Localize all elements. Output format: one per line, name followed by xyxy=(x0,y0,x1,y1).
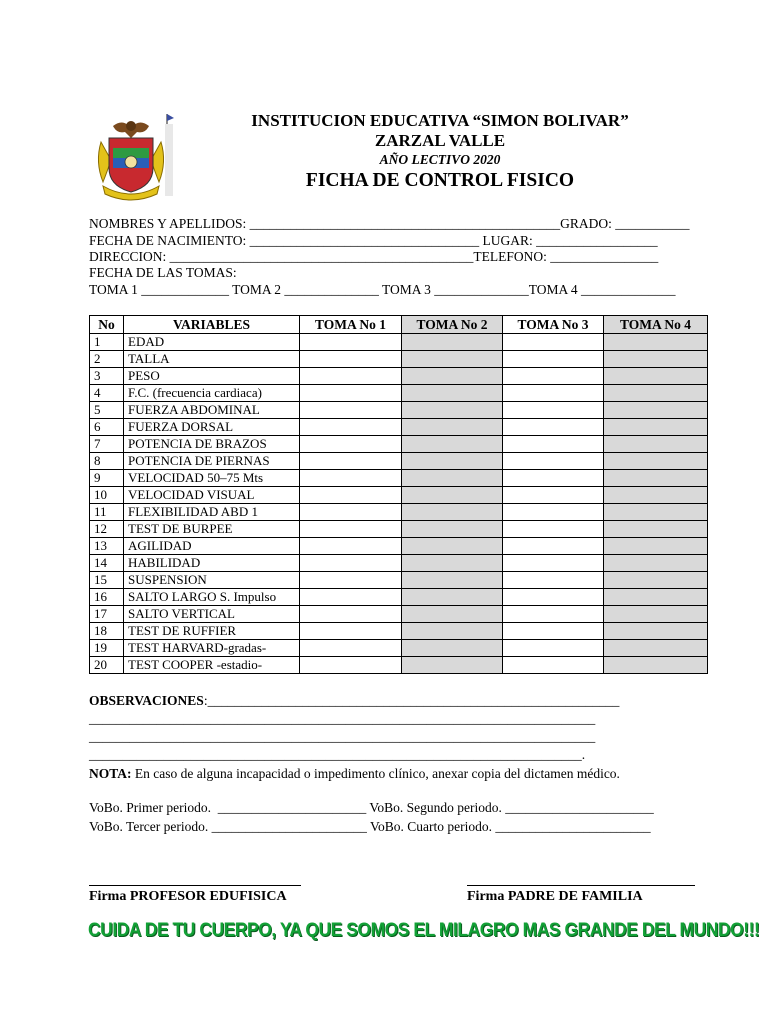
toma-1-cell[interactable] xyxy=(300,470,402,487)
row-number: 2 xyxy=(90,351,124,368)
firma-padre-label: Firma PADRE DE FAMILIA xyxy=(467,889,643,904)
institution-name: INSTITUCION EDUCATIVA “SIMON BOLIVAR” xyxy=(251,111,629,130)
vobo-line-2[interactable]: VoBo. Tercer periodo. _______________________ VoBo. Cuarto periodo. _______________________ xyxy=(89,819,651,834)
variable-name: SALTO VERTICAL xyxy=(124,606,300,623)
page-title: FICHA DE CONTROL FISICO xyxy=(305,170,575,191)
row-number: 14 xyxy=(90,555,124,572)
toma-2-cell[interactable] xyxy=(402,334,503,351)
toma-2-cell[interactable] xyxy=(402,385,503,402)
toma-2-cell[interactable] xyxy=(402,521,503,538)
variable-name: SUSPENSION xyxy=(124,572,300,589)
nota-row xyxy=(89,766,620,782)
firma-profesor-label: Firma PROFESOR EDUFISICA xyxy=(89,889,287,904)
observaciones-label: OBSERVACIONES xyxy=(89,693,204,708)
toma-1-cell[interactable] xyxy=(300,606,402,623)
toma-4-cell[interactable] xyxy=(604,385,708,402)
toma-1-cell[interactable] xyxy=(300,504,402,521)
variable-name: POTENCIA DE BRAZOS xyxy=(124,436,300,453)
toma-1-cell[interactable] xyxy=(300,657,402,674)
toma-4-cell[interactable] xyxy=(604,453,708,470)
toma-3-cell[interactable] xyxy=(503,657,604,674)
toma-3-cell[interactable] xyxy=(503,640,604,657)
table-row xyxy=(90,436,708,453)
toma-2-cell[interactable] xyxy=(402,504,503,521)
toma-3-cell[interactable] xyxy=(503,470,604,487)
toma-3-cell[interactable] xyxy=(503,606,604,623)
row-number: 1 xyxy=(90,334,124,351)
toma-4-cell[interactable] xyxy=(604,572,708,589)
field-direccion-telefono[interactable]: DIRECCION: _____________________________________________TELEFONO: ________________ xyxy=(89,249,659,264)
variable-name: F.C. (frecuencia cardiaca) xyxy=(124,385,300,402)
field-nombres-grado[interactable]: NOMBRES Y APELLIDOS: ______________________________________________GRADO: ___________ xyxy=(89,216,690,231)
toma-1-cell[interactable] xyxy=(300,521,402,538)
toma-1-cell[interactable] xyxy=(300,385,402,402)
toma-2-cell[interactable] xyxy=(402,453,503,470)
toma-3-cell[interactable] xyxy=(503,351,604,368)
toma-3-cell[interactable] xyxy=(503,504,604,521)
header-toma-3: TOMA No 3 xyxy=(503,316,604,334)
toma-4-cell[interactable] xyxy=(604,368,708,385)
table-row xyxy=(90,334,708,351)
table-row xyxy=(90,623,708,640)
toma-4-cell[interactable] xyxy=(604,521,708,538)
table-row xyxy=(90,538,708,555)
table-row xyxy=(90,385,708,402)
toma-1-cell[interactable] xyxy=(300,436,402,453)
school-year: AÑO LECTIVO 2020 xyxy=(379,152,501,167)
signature-line-padre[interactable] xyxy=(467,885,695,886)
row-number: 12 xyxy=(90,521,124,538)
toma-3-cell[interactable] xyxy=(503,538,604,555)
toma-3-cell[interactable] xyxy=(503,487,604,504)
toma-4-cell[interactable] xyxy=(604,334,708,351)
vobo-line-1[interactable]: VoBo. Primer periodo. ______________________ VoBo. Segundo periodo. ______________________ xyxy=(89,800,654,815)
city-name: ZARZAL VALLE xyxy=(374,131,506,150)
variable-name: VELOCIDAD 50–75 Mts xyxy=(124,470,300,487)
toma-4-cell[interactable] xyxy=(604,538,708,555)
variable-name: TEST HARVARD-gradas- xyxy=(124,640,300,657)
table-row xyxy=(90,453,708,470)
row-number: 8 xyxy=(90,453,124,470)
toma-2-cell[interactable] xyxy=(402,368,503,385)
toma-4-cell[interactable] xyxy=(604,402,708,419)
field-nacimiento-lugar[interactable]: FECHA DE NACIMIENTO: __________________________________ LUGAR: __________________ xyxy=(89,233,658,248)
table-header-row xyxy=(90,316,708,334)
variable-name: FUERZA ABDOMINAL xyxy=(124,402,300,419)
toma-3-cell[interactable] xyxy=(503,521,604,538)
toma-2-cell[interactable] xyxy=(402,487,503,504)
toma-4-cell[interactable] xyxy=(604,555,708,572)
toma-2-cell[interactable] xyxy=(402,402,503,419)
observaciones-line-3[interactable]: ___________________________________________________________________________ xyxy=(89,729,596,744)
table-row xyxy=(90,521,708,538)
toma-4-cell[interactable] xyxy=(604,606,708,623)
toma-3-cell[interactable] xyxy=(503,589,604,606)
table-row xyxy=(90,470,708,487)
toma-2-cell[interactable] xyxy=(402,555,503,572)
observaciones-line-2[interactable]: ___________________________________________________________________________ xyxy=(89,711,596,726)
row-number: 13 xyxy=(90,538,124,555)
variable-name: FUERZA DORSAL xyxy=(124,419,300,436)
toma-3-cell[interactable] xyxy=(503,453,604,470)
row-number: 16 xyxy=(90,589,124,606)
table-row xyxy=(90,589,708,606)
toma-4-cell[interactable] xyxy=(604,640,708,657)
toma-1-cell[interactable] xyxy=(300,419,402,436)
toma-4-cell[interactable] xyxy=(604,589,708,606)
variable-name: SALTO LARGO S. Impulso xyxy=(124,589,300,606)
toma-3-cell[interactable] xyxy=(503,623,604,640)
toma-2-cell[interactable] xyxy=(402,538,503,555)
toma-1-cell[interactable] xyxy=(300,538,402,555)
observaciones-row[interactable] xyxy=(89,693,619,709)
table-row xyxy=(90,606,708,623)
table-row xyxy=(90,487,708,504)
toma-3-cell[interactable] xyxy=(503,368,604,385)
field-fecha-tomas-label: FECHA DE LAS TOMAS: xyxy=(89,265,237,280)
row-number: 15 xyxy=(90,572,124,589)
variable-name: TEST COOPER -estadio- xyxy=(124,657,300,674)
control-table xyxy=(89,315,708,674)
school-crest-logo xyxy=(93,112,175,202)
row-number: 6 xyxy=(90,419,124,436)
toma-4-cell[interactable] xyxy=(604,657,708,674)
table-row xyxy=(90,504,708,521)
row-number: 20 xyxy=(90,657,124,674)
toma-2-cell[interactable] xyxy=(402,419,503,436)
variable-name: TALLA xyxy=(124,351,300,368)
table-row xyxy=(90,572,708,589)
row-number: 3 xyxy=(90,368,124,385)
toma-3-cell[interactable] xyxy=(503,385,604,402)
toma-3-cell[interactable] xyxy=(503,572,604,589)
toma-1-cell[interactable] xyxy=(300,572,402,589)
toma-4-cell[interactable] xyxy=(604,623,708,640)
observaciones-line-4[interactable]: _________________________________________________________________________. xyxy=(89,747,586,762)
toma-2-cell[interactable] xyxy=(402,589,503,606)
toma-4-cell[interactable] xyxy=(604,436,708,453)
toma-2-cell[interactable] xyxy=(402,606,503,623)
toma-4-cell[interactable] xyxy=(604,470,708,487)
row-number: 9 xyxy=(90,470,124,487)
header-toma-4: TOMA No 4 xyxy=(604,316,708,334)
toma-3-cell[interactable] xyxy=(503,419,604,436)
table-row xyxy=(90,351,708,368)
table-row xyxy=(90,657,708,674)
row-number: 7 xyxy=(90,436,124,453)
toma-1-cell[interactable] xyxy=(300,453,402,470)
toma-3-cell[interactable] xyxy=(503,334,604,351)
variable-name: EDAD xyxy=(124,334,300,351)
table-row xyxy=(90,419,708,436)
toma-2-cell[interactable] xyxy=(402,572,503,589)
toma-1-cell[interactable] xyxy=(300,334,402,351)
row-number: 10 xyxy=(90,487,124,504)
toma-1-cell[interactable] xyxy=(300,351,402,368)
toma-1-cell[interactable] xyxy=(300,402,402,419)
row-number: 17 xyxy=(90,606,124,623)
toma-1-cell[interactable] xyxy=(300,368,402,385)
header-toma-2: TOMA No 2 xyxy=(402,316,503,334)
row-number: 4 xyxy=(90,385,124,402)
toma-3-cell[interactable] xyxy=(503,555,604,572)
table-row xyxy=(90,555,708,572)
variable-name: TEST DE RUFFIER xyxy=(124,623,300,640)
variable-name: PESO xyxy=(124,368,300,385)
toma-2-cell[interactable] xyxy=(402,657,503,674)
toma-1-cell[interactable] xyxy=(300,487,402,504)
toma-4-cell[interactable] xyxy=(604,351,708,368)
toma-4-cell[interactable] xyxy=(604,419,708,436)
toma-2-cell[interactable] xyxy=(402,623,503,640)
toma-3-cell[interactable] xyxy=(503,436,604,453)
toma-2-cell[interactable] xyxy=(402,436,503,453)
toma-2-cell[interactable] xyxy=(402,640,503,657)
row-number: 5 xyxy=(90,402,124,419)
nota-label: NOTA: xyxy=(89,766,132,781)
table-row xyxy=(90,640,708,657)
variable-name: POTENCIA DE PIERNAS xyxy=(124,453,300,470)
row-number: 19 xyxy=(90,640,124,657)
header-variables: VARIABLES xyxy=(124,316,300,334)
variable-name: FLEXIBILIDAD ABD 1 xyxy=(124,504,300,521)
row-number: 18 xyxy=(90,623,124,640)
table-row xyxy=(90,368,708,385)
toma-2-cell[interactable] xyxy=(402,470,503,487)
toma-2-cell[interactable] xyxy=(402,351,503,368)
header-no: No xyxy=(90,316,124,334)
observaciones-line-1[interactable]: :_____________________________________________________________ xyxy=(203,693,620,708)
toma-4-cell[interactable] xyxy=(604,487,708,504)
nota-text: En caso de alguna incapacidad o impedimento clínico, anexar copia del dictamen médico. xyxy=(131,766,620,781)
field-tomas[interactable]: TOMA 1 _____________ TOMA 2 ______________ TOMA 3 ______________TOMA 4 ______________ xyxy=(89,282,676,297)
header-toma-1: TOMA No 1 xyxy=(300,316,402,334)
toma-1-cell[interactable] xyxy=(300,555,402,572)
toma-1-cell[interactable] xyxy=(300,589,402,606)
table-row xyxy=(90,402,708,419)
toma-1-cell[interactable] xyxy=(300,623,402,640)
row-number: 11 xyxy=(90,504,124,521)
variable-name: AGILIDAD xyxy=(124,538,300,555)
variable-name: HABILIDAD xyxy=(124,555,300,572)
toma-3-cell[interactable] xyxy=(503,402,604,419)
variable-name: VELOCIDAD VISUAL xyxy=(124,487,300,504)
toma-4-cell[interactable] xyxy=(604,504,708,521)
variable-name: TEST DE BURPEE xyxy=(124,521,300,538)
slogan-banner: CUIDA DE TU CUERPO, YA QUE SOMOS EL MILAGRO MAS GRANDE DEL MUNDO!!! xyxy=(88,920,760,941)
signature-line-profesor[interactable] xyxy=(89,885,301,886)
toma-1-cell[interactable] xyxy=(300,640,402,657)
